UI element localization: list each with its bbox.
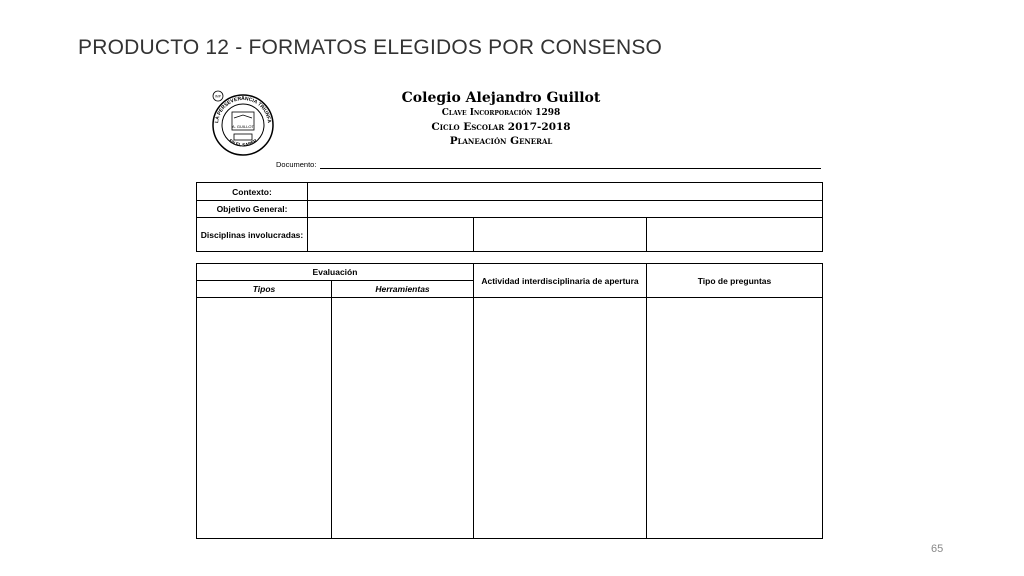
school-planeacion: Planeación General	[449, 135, 553, 147]
actividad-cell	[474, 298, 647, 539]
documento-line	[320, 160, 821, 169]
page-number: 65	[931, 543, 944, 555]
slide-title: PRODUCTO 12 - FORMATOS ELEGIDOS POR CONSENSO	[78, 36, 663, 59]
seal-bottom-text: EN EL SABER	[228, 138, 258, 148]
evaluacion-label: Evaluación	[197, 264, 474, 281]
objetivo-cell	[308, 201, 823, 218]
seal-top-text: LA PERSEVERANCIA TRIUNFA	[214, 96, 272, 124]
actividad-label: Actividad interdisciplinaria de apertura	[474, 264, 647, 298]
seal-badge: IMP	[215, 94, 221, 99]
herramientas-cell	[332, 298, 474, 539]
disciplina-cell-2	[474, 218, 647, 252]
document-form	[196, 84, 824, 542]
preguntas-cell	[647, 298, 823, 539]
tipos-cell	[197, 298, 332, 539]
evaluation-table	[196, 263, 823, 539]
disciplina-cell-3	[647, 218, 823, 252]
tipos-label: Tipos	[197, 281, 332, 298]
school-ciclo: Ciclo Escolar 2017-2018	[431, 121, 571, 133]
school-seal	[208, 88, 278, 158]
context-table	[196, 182, 823, 252]
school-name: Colegio Alejandro Guillot	[401, 90, 601, 106]
school-clave: Clave Incorporación 1298	[441, 108, 561, 118]
contexto-cell	[308, 183, 823, 201]
contexto-label: Contexto:	[197, 183, 308, 201]
preguntas-label: Tipo de preguntas	[647, 264, 823, 298]
seal-center-text: A. GUILLOT	[231, 124, 255, 129]
svg-text:EN EL SABER	[228, 138, 258, 148]
disciplinas-label: Disciplinas involucradas:	[197, 218, 308, 252]
school-header	[396, 90, 606, 148]
documento-label: Documento:	[276, 160, 317, 169]
herramientas-label: Herramientas	[332, 281, 474, 298]
documento-field	[276, 160, 821, 169]
objetivo-label: Objetivo General:	[197, 201, 308, 218]
disciplina-cell-1	[308, 218, 474, 252]
